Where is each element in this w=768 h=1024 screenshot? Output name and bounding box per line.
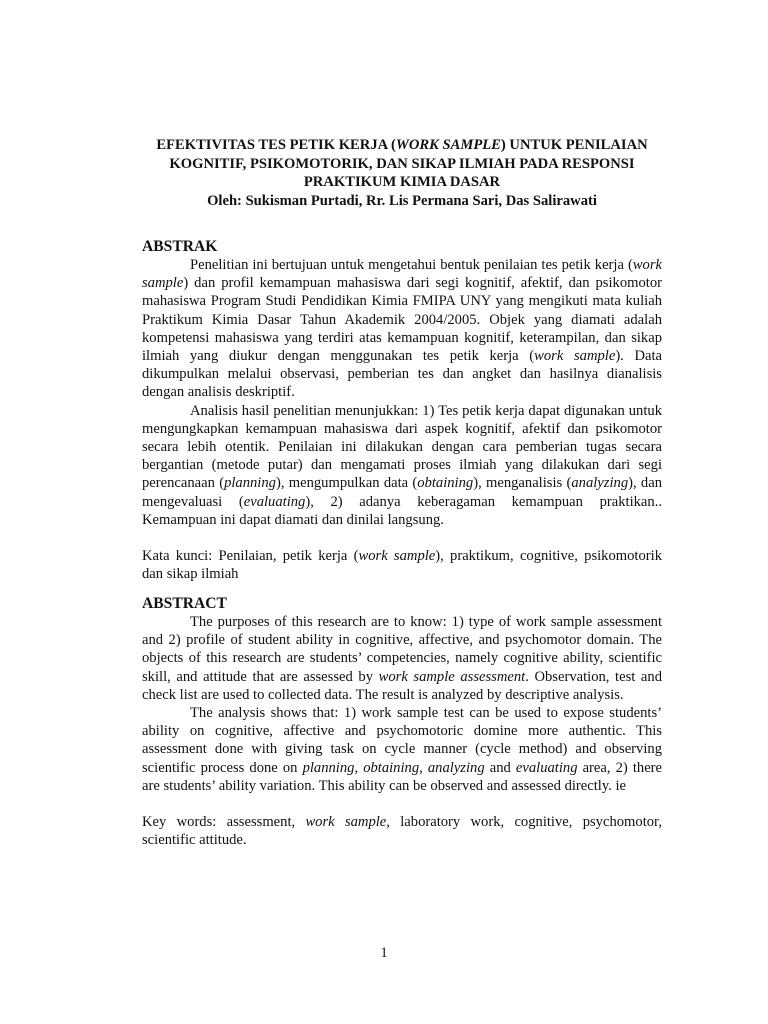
abstrak-p1-text-4: ). Data dikumpulkan melalui observasi, pemberian tes dan angket dan hasilnya dianalisis dengan analisis deskriptif. bbox=[142, 348, 662, 401]
title-line-1 bbox=[142, 136, 662, 155]
abstract-section bbox=[142, 594, 662, 849]
abstrak-paragraph-2 bbox=[142, 402, 662, 529]
abstrak-heading: ABSTRAK bbox=[142, 238, 218, 255]
title-line-1-end: ) UNTUK PENILAIAN bbox=[500, 137, 648, 153]
abstract-p2-text-4: , bbox=[419, 759, 428, 776]
key-words-label: Key words: assessment, bbox=[142, 814, 306, 831]
key-words bbox=[142, 813, 662, 849]
spacer bbox=[142, 795, 662, 813]
abstract-p2-text-8: area, 2) there are students’ ability variation. This ability can be observed and assessed directly. ie bbox=[142, 759, 663, 794]
abstrak-p2-italic-1: planning bbox=[224, 475, 276, 492]
abstrak-p2-text-8: ), 2) adanya keberagaman kemampuan praktikan.. Kemampuan ini dapat diamati dan dinilai langsung. bbox=[142, 493, 662, 528]
kata-kunci-rest: ), praktikum, cognitive, psikomotorik dan sikap ilmiah bbox=[142, 548, 662, 583]
abstrak-p1-text-2: ) dan profil kemampuan mahasiswa dari segi kognitif, afektif, dan psikomotor mahasiswa Program Studi Pendidikan Kimia FMIPA UNY yang mengikuti mata kuliah Praktikum Kimia Dasar Tahun Akademik 2004/2005. Objek yang diamati adalah kompetensi mahasiswa yang terdiri atas kemampuan kognitif, keterampilan, dan sikap ilmiah yang diukur dengan menggunakan tes petik kerja ( bbox=[142, 275, 662, 365]
kata-kunci-label: Kata kunci: Penilaian, petik kerja ( bbox=[142, 548, 359, 565]
abstract-p2-text-6: and bbox=[484, 759, 516, 776]
abstrak-section bbox=[142, 237, 662, 583]
abstract-p1-text-0: The purposes of this research are to know: 1) type of work sample assessment and 2) profile of student ability in cognitive, affective, and psychomotor domain. The objects of this research are students’ competencies, namely cognitive ability, scientific skill, and attitude that are assessed by bbox=[142, 614, 662, 685]
key-words-rest: laboratory work, cognitive, psychomotor, scientific attitude. bbox=[142, 814, 662, 849]
abstract-paragraph-2 bbox=[142, 704, 662, 795]
page-number: 1 bbox=[380, 945, 388, 961]
kata-kunci-italic: work sample bbox=[358, 548, 436, 565]
abstrak-p1-italic-3: work sample bbox=[534, 348, 616, 365]
title-line-1-italic: WORK SAMPLE bbox=[395, 137, 501, 153]
abstract-p2-italic-3: obtaining bbox=[363, 759, 420, 776]
abstrak-p2-italic-5: analyzing bbox=[571, 475, 629, 492]
abstrak-p2-italic-7: evaluating bbox=[243, 493, 306, 510]
abstract-p2-text-0: The analysis shows that: 1) work sample test can be used to expose students’ ability on cognitive, affective and psychomotoric domine more authentic. This assessment done with giving task on cycle manner (cycle method) and observing scientific process done on bbox=[142, 705, 662, 776]
paper-title bbox=[142, 136, 662, 210]
abstrak-p1-italic-1: work sample bbox=[142, 257, 662, 292]
abstrak-p2-text-0: Analisis hasil penelitian menunjukkan: 1) Tes petik kerja dapat digunakan untuk mengungkapkan kemampuan mahasiswa dari aspek kognitif, afektif dan psikomotor secara lebih otentik. Penilaian ini dilakukan dengan cara pemberian tugas secara bergantian (metode putar) dan mengamati proses ilmiah yang dilakukan dari segi perencanaan ( bbox=[142, 402, 662, 492]
title-line-3: PRAKTIKUM KIMIA DASAR bbox=[303, 174, 501, 190]
abstract-heading: ABSTRACT bbox=[142, 595, 227, 612]
key-words-italic: work sample, bbox=[305, 814, 390, 831]
authors: Oleh: Sukisman Purtadi, Rr. Lis Permana Sari, Das Salirawati bbox=[207, 192, 597, 209]
abstrak-p2-text-4: ), menganalisis ( bbox=[473, 475, 572, 492]
kata-kunci bbox=[142, 547, 662, 583]
abstract-p2-italic-1: planning bbox=[302, 759, 355, 776]
abstract-p2-text-2: , bbox=[354, 759, 364, 776]
abstrak-paragraph-1 bbox=[142, 256, 662, 402]
abstract-paragraph-1 bbox=[142, 613, 662, 704]
abstrak-p1-text-0: Penelitian ini bertujuan untuk mengetahui bentuk penilaian tes petik kerja ( bbox=[190, 257, 633, 273]
spacer bbox=[142, 529, 662, 547]
abstrak-p2-text-6: ), dan mengevaluasi ( bbox=[142, 475, 662, 510]
abstract-p2-italic-5: analyzing bbox=[427, 759, 485, 776]
abstract-p1-italic-1: work sample assessment bbox=[378, 668, 526, 685]
abstract-p2-italic-7: evaluating bbox=[515, 759, 578, 776]
title-line-1-start: EFEKTIVITAS TES PETIK KERJA ( bbox=[156, 137, 396, 153]
title-line-2: KOGNITIF, PSIKOMOTORIK, DAN SIKAP ILMIAH PADA RESPONSI bbox=[169, 155, 635, 172]
abstract-p1-text-2: . Observation, test and check list are used to collected data. The result is analyzed by descriptive analysis. bbox=[142, 668, 662, 703]
abstrak-p2-italic-3: obtaining bbox=[417, 475, 474, 492]
abstrak-p2-text-2: ), mengumpulkan data ( bbox=[275, 475, 418, 492]
